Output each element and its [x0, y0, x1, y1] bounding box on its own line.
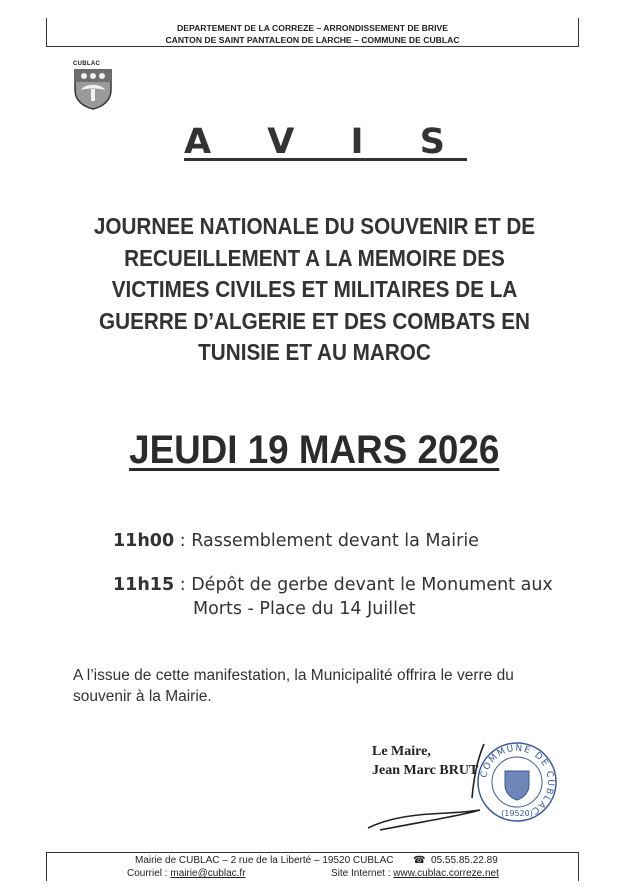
subject-line: RECUEILLEMENT A LA MEMOIRE DES: [124, 244, 505, 271]
footer-email: Courriel : mairie@cublac.fr: [127, 868, 246, 879]
stamp-postcode: (19520): [501, 809, 533, 818]
programme-text: Dépôt de gerbe devant le Monument aux: [191, 575, 553, 595]
website-link[interactable]: www.cublac.correze.net: [393, 868, 499, 879]
programme-time: 11h00: [113, 531, 175, 551]
notice-line: A l’issue de cette manifestation, la Municipalité offrira le verre du: [73, 667, 514, 684]
town-hall-stamp: [476, 741, 558, 823]
subject-line: GUERRE D’ALGERIE ET DES COMBATS EN: [99, 307, 530, 334]
email-link[interactable]: mairie@cublac.fr: [170, 868, 246, 879]
signature-role: Le Maire,: [372, 744, 431, 759]
subject-line: TUNISIE ET AU MAROC: [198, 339, 431, 365]
closing-notice: [73, 665, 573, 707]
coat-of-arms-icon: [73, 68, 113, 110]
programme-item: 11h15 : Dépôt de gerbe devant le Monument aux: [113, 575, 553, 595]
municipal-crest: [73, 61, 117, 110]
phone-icon: ☎: [413, 855, 426, 866]
programme-text: Rassemblement devant la Mairie: [191, 531, 479, 551]
event-date: JEUDI 19 MARS 2026: [129, 428, 500, 472]
footer-website: Site Internet : www.cublac.correze.net: [331, 868, 499, 879]
page-title: A V I S: [184, 122, 467, 162]
notice-line: souvenir à la Mairie.: [73, 688, 212, 705]
footer-address: Mairie de CUBLAC – 2 rue de la Liberté – 19520 CUBLAC: [135, 855, 394, 866]
stamp-ring-text: COMMUNE DE CUBLAC: [479, 743, 556, 817]
signature-name: Jean Marc BRUT: [372, 763, 479, 778]
letterhead-line-1: DEPARTEMENT DE LA CORREZE – ARRONDISSEMENT DE BRIVE: [177, 23, 448, 33]
event-subject: [58, 211, 570, 369]
letterhead-line-2: CANTON DE SAINT PANTALEON DE LARCHE – COMMUNE DE CUBLAC: [165, 35, 460, 45]
subject-line: JOURNEE NATIONALE DU SOUVENIR ET DE: [93, 213, 536, 239]
programme-text-continued: Morts - Place du 14 Juillet: [193, 599, 416, 619]
programme-item: 11h00 : Rassemblement devant la Mairie: [113, 531, 479, 551]
programme-time: 11h15: [113, 575, 175, 595]
crest-label: CUBLAC: [73, 61, 101, 67]
letterhead: [46, 18, 579, 47]
subject-line: VICTIMES CIVILES ET MILITAIRES DE LA: [111, 276, 518, 302]
footer: [46, 852, 579, 881]
footer-phone: ☎ 05.55.85.22.89: [413, 855, 498, 866]
